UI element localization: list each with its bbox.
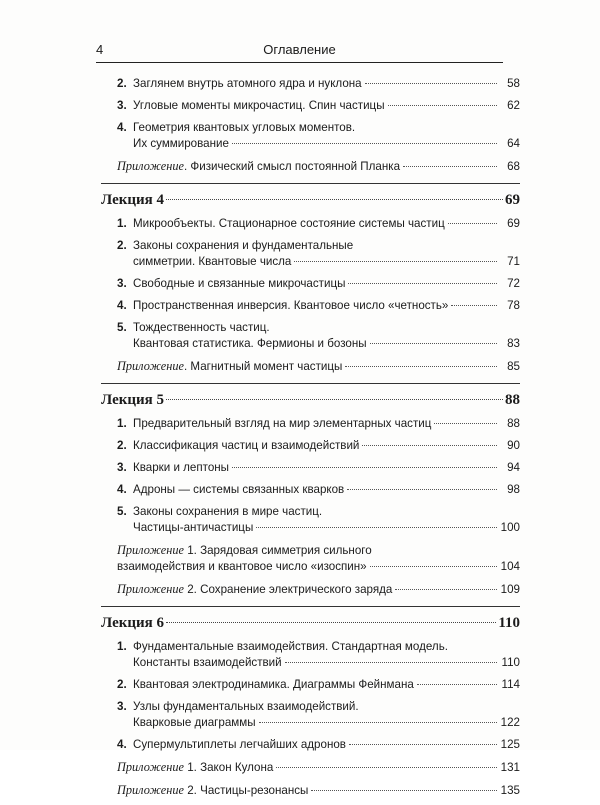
running-title: Оглавление [263,42,336,57]
toc-entry[interactable]: 3. Угловые моменты микрочастиц. Спин частицы 62 [117,99,520,112]
lecture-title: Лекция 6 [101,615,165,631]
toc-entry[interactable]: 2. Законы сохранения и фундаментальные симметрии. Квантовые числа 71 [117,239,520,268]
lecture-heading[interactable] [101,613,520,633]
lecture-heading[interactable] [101,190,520,210]
entry-page: 85 [507,360,520,373]
section-divider [101,183,520,184]
entry-title: Предварительный взгляд на мир элементарных частиц [133,417,432,430]
toc-entry[interactable]: 4. Пространственная инверсия. Квантовое число «четность» 78 [117,299,520,312]
toc-entry[interactable]: 4. Супермультиплеты легчайших адронов 125 [117,738,520,751]
leader-dots [285,662,497,663]
entry-title: Тождественность частиц. [133,321,270,334]
entry-title: Фундаментальные взаимодействия. Стандартная модель. [133,640,448,653]
entry-page: 88 [507,417,520,430]
leader-dots [362,445,497,446]
entry-title: Кварки и лептоны [133,461,229,474]
toc-entry[interactable]: 2. Классификация частиц и взаимодействий 90 [117,439,520,452]
entry-page: 100 [500,521,520,534]
leader-dots [349,744,497,745]
leader-dots [370,343,497,344]
entry-title: 2. Сохранение электрического заряда [183,583,393,596]
entry-page: 131 [500,761,520,774]
lecture-title: Лекция 5 [101,392,165,408]
toc-entry[interactable]: 5. Законы сохранения в мире частиц. Частицы-античастицы 100 [117,505,520,534]
toc-appendix[interactable] [101,782,520,799]
entry-page: 109 [500,583,520,596]
entry-page: 135 [500,784,520,797]
leader-dots [365,83,497,84]
entry-title: . Физический смысл постоянной Планка [183,160,401,173]
toc-entry[interactable]: 4. Геометрия квантовых угловых моментов. Их суммирование 64 [117,121,520,150]
entry-page: 98 [507,483,520,496]
toc-entry[interactable]: 3. Узлы фундаментальных взаимодействий. Кварковые диаграммы 122 [117,700,520,729]
entry-page: 72 [507,277,520,290]
entry-title: Законы сохранения в мире частиц. [133,505,323,518]
toc-appendix[interactable] [101,759,520,776]
toc-entry[interactable]: 1. Предварительный взгляд на мир элементарных частиц 88 [117,417,520,430]
entry-title: 2. Частицы-резонансы [183,784,309,797]
leader-dots [345,366,497,367]
entry-title: Классификация частиц и взаимодействий [133,439,360,452]
entry-title: Пространственная инверсия. Квантовое число «четность» [133,299,449,312]
toc-appendix[interactable] [101,158,520,175]
toc-appendix[interactable] [101,358,520,375]
appendix-label: Приложение [117,159,184,173]
leader-dots [448,223,497,224]
leader-dots [370,566,497,567]
leader-dots [166,622,496,623]
leader-dots [417,684,497,685]
leader-dots [166,399,503,400]
toc-appendix[interactable] [101,581,520,598]
entry-title: Супермультиплеты легчайших адронов [133,738,346,751]
toc-appendix[interactable] [101,542,520,575]
entry-title: Квантовая электродинамика. Диаграммы Фейнмана [133,678,414,691]
appendix-label: Приложение [117,543,184,557]
toc-entry[interactable]: 5. Тождественность частиц. Квантовая статистика. Фермионы и бозоны 83 [117,321,520,350]
toc-entry[interactable]: 2. Заглянем внутрь атомного ядра и нуклона 58 [117,77,520,90]
entry-page: 68 [507,160,520,173]
entry-page: 78 [507,299,520,312]
entry-page: 62 [507,99,520,112]
entry-title-cont: симметрии. Квантовые числа [133,255,292,268]
leader-dots [434,423,497,424]
leader-dots [232,467,497,468]
toc-entry[interactable]: 1. Микрообъекты. Стационарное состояние системы частиц 69 [117,217,520,230]
appendix-label: Приложение [117,783,184,797]
entry-title: 1. Закон Кулона [183,761,274,774]
entry-page: 64 [507,137,520,150]
entry-title: Узлы фундаментальных взаимодействий. [133,700,359,713]
entry-title-cont: взаимодействия и квантовое число «изоспин» [117,560,367,573]
lecture-page: 88 [505,392,520,408]
entry-page: 71 [507,255,520,268]
leader-dots [256,527,497,528]
leader-dots [347,489,497,490]
entry-title-cont: Квантовая статистика. Фермионы и бозоны [133,337,367,350]
entry-title-cont: Кварковые диаграммы [133,716,256,729]
entry-page: 125 [500,738,520,751]
toc-entry[interactable]: 3. Кварки и лептоны 94 [117,461,520,474]
entry-title: . Магнитный момент частицы [183,360,343,373]
toc-entry[interactable]: 2. Квантовая электродинамика. Диаграммы Фейнмана 114 [117,678,520,691]
leader-dots [232,143,497,144]
lecture-page: 69 [505,192,520,208]
page-header [96,40,503,64]
entry-title: Микрообъекты. Стационарное состояние системы частиц [133,217,445,230]
lecture-title: Лекция 4 [101,192,165,208]
leader-dots [395,589,497,590]
entry-title-cont: Частицы-античастицы [133,521,254,534]
entry-title-cont: Их суммирование [133,137,229,150]
leader-dots [311,790,497,791]
leader-dots [388,105,497,106]
appendix-label: Приложение [117,359,184,373]
entry-title: 1. Зарядовая симметрия сильного [183,544,372,557]
entry-title: Геометрия квантовых угловых моментов. [133,121,356,134]
entry-title-cont: Константы взаимодействий [133,656,282,669]
page-number: 4 [96,42,104,57]
entry-page: 104 [500,560,520,573]
entry-page: 94 [507,461,520,474]
entry-page: 83 [507,337,520,350]
lecture-page: 110 [498,615,520,631]
leader-dots [294,261,497,262]
entry-page: 58 [507,77,520,90]
appendix-label: Приложение [117,760,184,774]
entry-page: 122 [500,716,520,729]
leader-dots [166,199,503,200]
header-rule [96,62,503,63]
lecture-heading[interactable] [101,390,520,410]
toc-entry[interactable]: 1. Фундаментальные взаимодействия. Стандартная модель. Константы взаимодействий 110 [117,640,520,669]
entry-title: Угловые моменты микрочастиц. Спин частицы [133,99,385,112]
toc-entry[interactable]: 4. Адроны — системы связанных кварков 98 [117,483,520,496]
section-divider [101,383,520,384]
leader-dots [403,166,497,167]
entry-page: 90 [507,439,520,452]
leader-dots [348,283,497,284]
leader-dots [451,305,497,306]
appendix-label: Приложение [117,582,184,596]
entry-title: Заглянем внутрь атомного ядра и нуклона [133,77,362,90]
entry-title: Адроны — системы связанных кварков [133,483,345,496]
table-of-contents [101,76,520,805]
leader-dots [276,767,497,768]
leader-dots [259,722,497,723]
entry-title: Законы сохранения и фундаментальные [133,239,354,252]
entry-page: 69 [507,217,520,230]
toc-entry[interactable]: 3. Свободные и связанные микрочастицы 72 [117,277,520,290]
entry-page: 114 [501,678,520,691]
section-divider [101,606,520,607]
entry-title: Свободные и связанные микрочастицы [133,277,346,290]
entry-page: 110 [501,656,520,669]
